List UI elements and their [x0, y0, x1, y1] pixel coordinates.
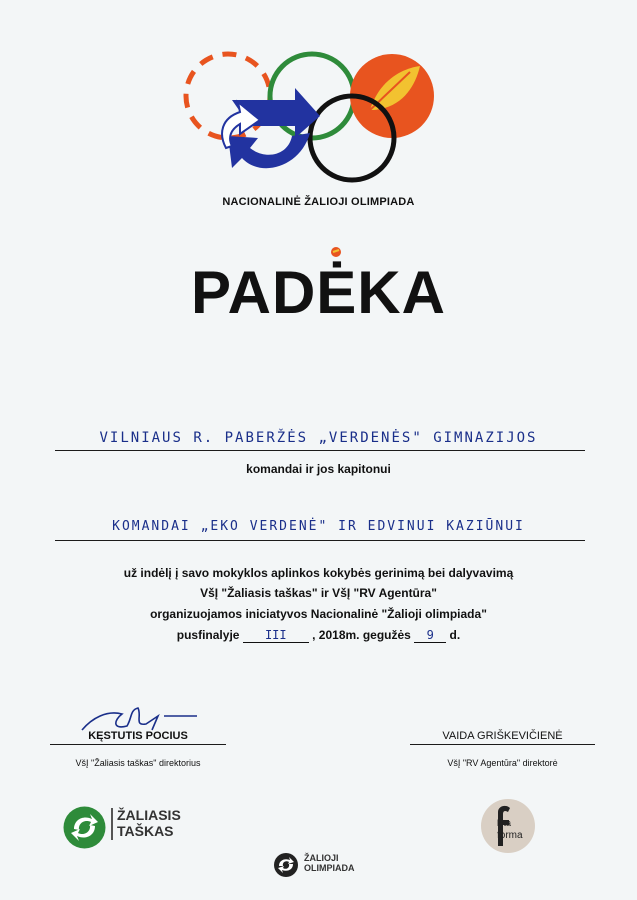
olympiad-logo	[180, 38, 450, 188]
signer-right-role: VšĮ "RV Agentūra" direktorė	[447, 758, 558, 768]
certificate-title: PADĖKA	[191, 259, 446, 326]
signature-left-line	[50, 744, 226, 745]
team-name-handwritten: KOMANDAI „EKO VERDENĖ" IR EDVINUI KAZIŪNUI	[112, 519, 525, 534]
semifinal-number: III	[264, 628, 287, 642]
signer-left-name: KĘSTUTIS POCIUS	[88, 730, 188, 742]
kita-forma-line1: kita	[497, 818, 512, 828]
zalioji-olimpiada-logo-icon	[273, 852, 299, 878]
semifinal-label: pusfinalyje	[176, 628, 240, 642]
day-number: 9	[426, 628, 434, 642]
kita-forma-line2: forma	[497, 830, 523, 841]
zalioji-olimpiada-logo-text	[304, 853, 355, 873]
team-caption: komandai ir jos kapitonui	[246, 462, 391, 476]
school-underline	[55, 450, 585, 451]
signer-right-name: VAIDA GRIŠKEVIČIENĖ	[442, 730, 563, 742]
logo-divider	[111, 808, 113, 840]
olympiad-name: NACIONALINĖ ŽALIOJI OLIMPIADA	[222, 196, 415, 208]
date-text: , 2018m. gegužės	[312, 628, 411, 642]
body-line-1: už indėlį į savo mokyklos aplinkos kokybės gerinimą bei dalyvavimą	[123, 566, 514, 580]
semifinal-blank	[243, 628, 309, 643]
team-underline	[55, 540, 585, 541]
zaliasis-taskas-logo-icon	[62, 805, 107, 850]
signature-right-line	[410, 744, 595, 745]
body-line-4	[0, 628, 637, 643]
signer-left-role: VšĮ "Žaliasis taškas" direktorius	[75, 758, 201, 768]
title-accent-icon	[330, 246, 342, 258]
zalioji-olimpiada-line2: OLIMPIADA	[304, 863, 355, 873]
body-line-2: VšĮ "Žaliasis taškas" ir VšĮ "RV Agentūra"	[200, 586, 437, 600]
body-line-3: organizuojamos iniciatyvos Nacionalinė "Žalioji olimpiada"	[150, 607, 487, 621]
zaliasis-taskas-line1: ŽALIASIS	[117, 807, 181, 823]
school-name-handwritten: VILNIAUS R. PABERŽĖS „VERDENĖS" GIMNAZIJOS	[99, 430, 538, 446]
day-blank	[414, 628, 446, 643]
zaliasis-taskas-logo-text	[117, 807, 181, 839]
zaliasis-taskas-line2: TAŠKAS	[117, 823, 174, 839]
day-suffix: d.	[449, 628, 461, 642]
zalioji-olimpiada-line1: ŽALIOJI	[304, 853, 339, 863]
